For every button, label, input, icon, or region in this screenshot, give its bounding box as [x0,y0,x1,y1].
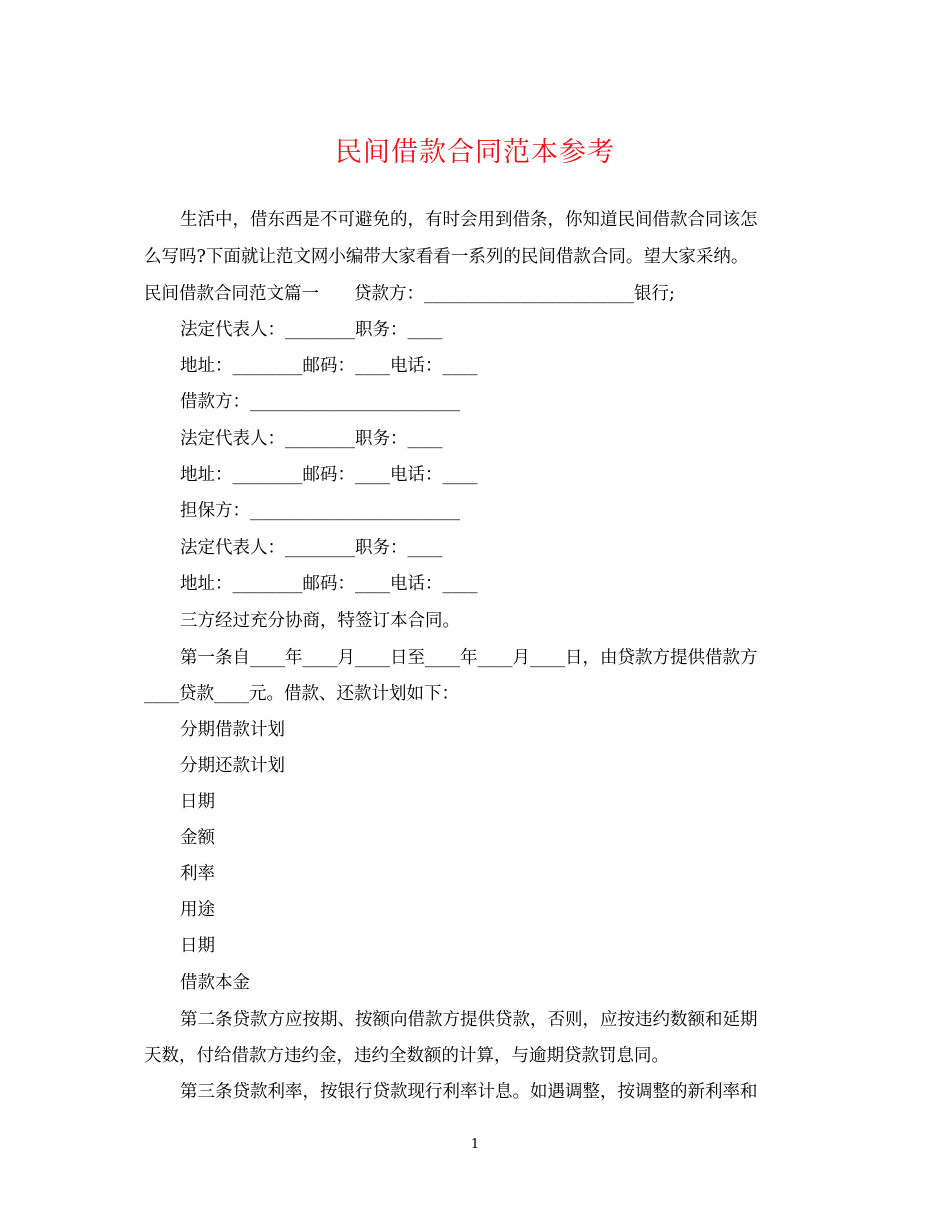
page-number: 1 [470,1137,480,1152]
paragraph-line: 用途 [180,900,215,920]
paragraph-line: 日期 [180,792,215,812]
paragraph-line: 民间借款合同范文篇一 贷款方：________________________银行; [144,284,675,304]
paragraph-line: 地址：________邮码：____电话：____ [180,356,478,376]
document-title: 民间借款合同范本参考 [335,137,615,168]
paragraph-line: 利率 [180,864,215,884]
paragraph-line: 第三条贷款利率，按银行贷款现行利率计息。如遇调整，按调整的新利率和 [180,1082,758,1102]
paragraph-line: 第二条贷款方应按期、按额向借款方提供贷款，否则，应按违约数额和延期 [180,1010,758,1030]
paragraph-line: 分期借款计划 [180,720,285,740]
paragraph-line: 第一条自____年____月____日至____年____月____日，由贷款方提供借款方 [180,648,758,668]
paragraph-line: 地址：________邮码：____电话：____ [180,465,478,485]
paragraph-line: 担保方：________________________ [180,501,460,521]
paragraph-line: 法定代表人：________职务：____ [180,320,443,340]
paragraph-line: 借款本金 [180,973,250,993]
paragraph-line: 天数，付给借款方违约金，违约全数额的计算，与逾期贷款罚息同。 [144,1046,669,1066]
paragraph-line: 法定代表人：________职务：____ [180,538,443,558]
paragraph-line: 金额 [180,828,215,848]
paragraph-line: 三方经过充分协商，特签订本合同。 [180,611,460,631]
paragraph-line: 日期 [180,936,215,956]
paragraph-line: 么写吗?下面就让范文网小编带大家看看一系列的民间借款合同。望大家采纳。 [144,247,749,267]
paragraph-line: 地址：________邮码：____电话：____ [180,574,478,594]
paragraph-line: 生活中，借东西是不可避免的，有时会用到借条，你知道民间借款合同该怎 [180,210,758,230]
paragraph-line: 借款方：________________________ [180,392,460,412]
paragraph-line: ____贷款____元。借款、还款计划如下： [144,684,459,704]
paragraph-line: 分期还款计划 [180,756,285,776]
paragraph-line: 法定代表人：________职务：____ [180,429,443,449]
